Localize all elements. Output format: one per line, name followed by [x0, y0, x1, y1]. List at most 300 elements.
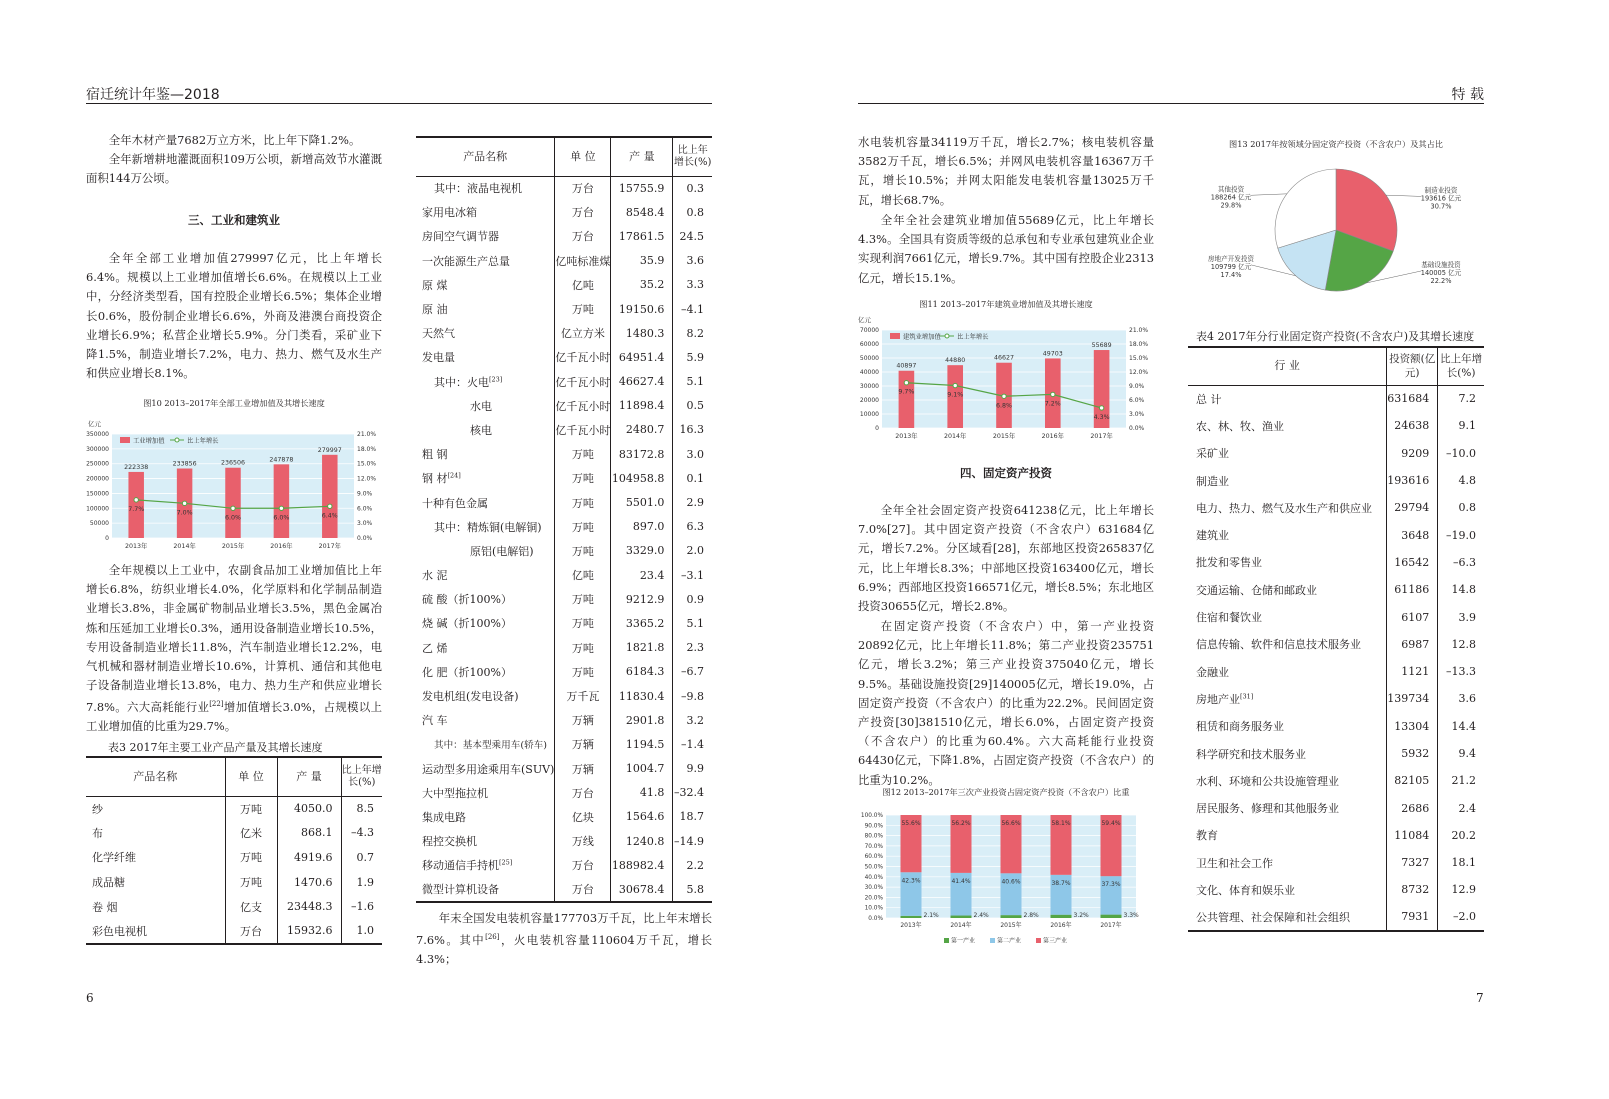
- product-output: 104958.8: [611, 466, 673, 490]
- y-tick-label: 100.0%: [860, 813, 883, 819]
- industry-name: 住宿和餐饮业: [1196, 611, 1262, 625]
- product-unit: 万台: [555, 200, 611, 224]
- col-growth-t4: 比上年增长(%): [1438, 347, 1484, 385]
- growth-label: 9.7%: [898, 388, 915, 396]
- product-unit: 亿块: [555, 805, 611, 829]
- y-tick-label: 70000: [859, 327, 879, 334]
- y-tick-label: 150000: [86, 490, 109, 498]
- product-growth: 9.9: [673, 757, 712, 781]
- pie-label-name: 制造业投资: [1424, 186, 1458, 195]
- product-name: 发电量: [422, 351, 455, 365]
- industry-amount: 7931: [1387, 904, 1438, 931]
- product-growth: 8.2: [673, 321, 712, 345]
- product-growth: 24.5: [673, 224, 712, 248]
- product-name: 微型计算机设备: [422, 883, 499, 897]
- product-unit: 万吨: [555, 539, 611, 563]
- bar-value-label: 233856: [172, 460, 197, 468]
- table-row: [416, 249, 712, 273]
- product-unit: 万辆: [555, 708, 611, 732]
- product-unit: 万辆: [555, 732, 611, 756]
- product-name: 十种有色金属: [422, 496, 488, 510]
- product-unit: 万吨: [555, 297, 611, 321]
- industry-amount: 139734: [1387, 685, 1438, 712]
- industry-name: 金融业: [1196, 665, 1229, 679]
- table-row: [416, 297, 712, 321]
- table-row: [416, 418, 712, 442]
- industry-name: 采矿业: [1196, 447, 1229, 461]
- table-row: [416, 466, 712, 490]
- product-name: 乙 烯: [422, 641, 448, 655]
- table-row: [416, 660, 712, 684]
- x-tick-label: 2017年: [1090, 433, 1113, 440]
- x-tick-label: 2016年: [1050, 922, 1072, 929]
- product-output: 23448.3: [277, 894, 341, 919]
- growth-point: [953, 383, 957, 387]
- table-row: [416, 539, 712, 563]
- industry-name: 批发和零售业: [1196, 556, 1262, 570]
- segment-label: 2.8%: [1023, 912, 1039, 919]
- industry-amount: 1121: [1387, 658, 1438, 685]
- segment-label: 3.3%: [1123, 912, 1139, 919]
- product-growth: 2.2: [673, 853, 712, 877]
- y2-tick-label: 12.0%: [357, 475, 377, 483]
- product-name: 水 泥: [422, 569, 448, 583]
- table-row: [416, 732, 712, 756]
- y2-tick-label: 6.0%: [1129, 397, 1145, 404]
- table-row: [86, 845, 382, 870]
- y2-tick-label: 18.0%: [1129, 341, 1149, 348]
- stacked-bar-segment: [901, 916, 922, 918]
- product-unit: 万台: [555, 224, 611, 248]
- y-tick-label: 0: [875, 425, 879, 432]
- product-name: 运动型多用途乘用车(SUV): [422, 762, 555, 776]
- table-row: [416, 200, 712, 224]
- fig13-title: 图13 2017年按领域分固定资产投资（不含农户）及其占比: [1229, 139, 1443, 149]
- product-unit: 万吨: [555, 611, 611, 635]
- bar: [899, 371, 915, 428]
- y2-tick-label: 18.0%: [357, 445, 377, 453]
- capacity-continued: [858, 133, 1154, 210]
- industry-name: 租赁和商务服务业: [1196, 720, 1284, 734]
- product-growth: 3.6: [673, 249, 712, 273]
- product-unit: 万吨: [555, 636, 611, 660]
- table-row: [86, 919, 382, 944]
- table-row: [416, 321, 712, 345]
- table-row: [1188, 603, 1484, 630]
- product-growth: –1.6: [341, 894, 382, 919]
- y-tick-label: 70.0%: [864, 843, 883, 850]
- table3-part1: [86, 756, 382, 945]
- section-4-title: 四、固定资产投资: [960, 466, 1052, 480]
- x-tick-label: 2014年: [944, 433, 967, 440]
- y-tick-label: 100000: [86, 505, 109, 513]
- table-row: [416, 563, 712, 587]
- y-tick-label: 0.0%: [868, 916, 883, 922]
- pie-label-value: 188264 亿元: [1210, 193, 1252, 202]
- product-output: 4919.6: [277, 845, 341, 870]
- table-row: [416, 345, 712, 369]
- product-name: 原 煤: [422, 278, 448, 292]
- product-unit: 万吨: [225, 796, 277, 821]
- x-tick-label: 2013年: [125, 543, 148, 550]
- industry-growth: 20.2: [1438, 822, 1484, 849]
- legend-label: 第二产业: [997, 937, 1022, 945]
- table-row: [1188, 876, 1484, 903]
- segment-label: 41.4%: [951, 877, 971, 885]
- product-output: 35.2: [611, 273, 673, 297]
- product-output: 2480.7: [611, 418, 673, 442]
- product-unit: 亿支: [225, 894, 277, 919]
- industry-amount: 3648: [1387, 521, 1438, 548]
- capacity-paragraph: [416, 909, 712, 969]
- y-tick-label: 250000: [86, 460, 109, 468]
- product-growth: 5.1: [673, 370, 712, 394]
- x-tick-label: 2014年: [950, 922, 972, 929]
- product-unit: 万台: [555, 176, 611, 200]
- x-tick-label: 2017年: [1100, 922, 1122, 929]
- table-row: [416, 587, 712, 611]
- y-tick-label: 50000: [859, 355, 879, 362]
- growth-label: 6.8%: [996, 402, 1012, 410]
- industry-growth: 12.8: [1438, 631, 1484, 658]
- bar-value-label: 49703: [1042, 350, 1063, 358]
- industry-amount: 8732: [1387, 876, 1438, 903]
- product-unit: 亿千瓦小时: [555, 370, 611, 394]
- table-row: [1188, 549, 1484, 576]
- product-output: 4050.0: [277, 796, 341, 821]
- industry-growth: 7.2: [1438, 385, 1484, 412]
- product-growth: 6.3: [673, 515, 712, 539]
- x-tick-label: 2016年: [270, 543, 293, 550]
- industry-amount: 5932: [1387, 740, 1438, 767]
- col-unit-2: 单 位: [555, 137, 611, 176]
- product-name: 其中：精炼铜(电解铜): [434, 520, 542, 534]
- running-head-left: 宿迁统计年鉴—2018: [86, 87, 220, 103]
- industry-amount: 193616: [1387, 467, 1438, 494]
- pie-leader: [1251, 194, 1287, 195]
- industry-name: 房地产业[31]: [1196, 692, 1254, 706]
- industry-growth: 4.8: [1438, 467, 1484, 494]
- product-growth: –1.4: [673, 732, 712, 756]
- investment-paragraph-2: [858, 617, 1154, 790]
- product-growth: –9.8: [673, 684, 712, 708]
- product-output: 188982.4: [611, 853, 673, 877]
- product-growth: 18.7: [673, 805, 712, 829]
- product-name: 钢 材[24]: [422, 471, 461, 486]
- table4: [1188, 346, 1484, 932]
- legend-marker: [175, 438, 179, 442]
- growth-label: 4.3%: [1093, 413, 1110, 421]
- legend-swatch: [1036, 938, 1041, 943]
- segment-label: 56.6%: [1001, 820, 1021, 827]
- industry-name: 公共管理、社会保障和社会组织: [1196, 910, 1350, 924]
- product-name: 其中：基本型乘用车(轿车): [434, 740, 548, 752]
- industry-detail-text: 全年规模以上工业中，农副食品加工业增加值比上年增长6.8%，纺织业增长4.0%，化学原料和化学制品制造业增长3.8%，非金属矿物制品业增长3.5%，黑色金属冶炼和压延加工业增长0.3%，通用设备制造业增长10.5%，专用设备制造业增长11.8%，汽车制造业增长12.2%，电气机械和器材制造业增长10.6%，计算机、通信和其他电子设备制造业增长13.8%，电力、热力生产和供应业增长7.8%。六大高耗能行业[22]增加值增长3.0%，占规模以上工业增加值的比重为29.7%。: [86, 563, 382, 734]
- growth-label: 6.0%: [273, 514, 290, 522]
- industry-growth: 12.9: [1438, 876, 1484, 903]
- product-growth: 5.8: [673, 877, 712, 901]
- product-output: 8548.4: [611, 200, 673, 224]
- table-row: [416, 490, 712, 514]
- product-name: 化学纤维: [92, 851, 136, 865]
- product-output: 83172.8: [611, 442, 673, 466]
- product-growth: 0.8: [673, 200, 712, 224]
- product-name: 纱: [92, 802, 103, 816]
- product-growth: 2.9: [673, 490, 712, 514]
- growth-label: 7.7%: [128, 505, 145, 513]
- pie-label-pct: 22.2%: [1430, 277, 1452, 286]
- pie-label-pct: 30.7%: [1430, 202, 1452, 211]
- legend-label-line: 比上年增长: [187, 437, 219, 445]
- product-unit: 万台: [555, 877, 611, 901]
- product-name: 程控交换机: [422, 835, 477, 849]
- pie-label-name: 基础设施投资: [1421, 261, 1461, 270]
- industry-amount: 2686: [1387, 794, 1438, 821]
- product-output: 15755.9: [611, 176, 673, 200]
- y2-tick-label: 21.0%: [1129, 327, 1149, 334]
- table-row: [86, 821, 382, 846]
- industry-amount: 24638: [1387, 412, 1438, 439]
- fig12-chart: [856, 805, 1156, 951]
- page-number-left: 6: [86, 991, 94, 1005]
- product-output: 35.9: [611, 249, 673, 273]
- product-output: 1004.7: [611, 757, 673, 781]
- legend-label: 第一产业: [951, 937, 976, 945]
- product-output: 41.8: [611, 781, 673, 805]
- product-growth: 1.9: [341, 870, 382, 895]
- segment-label: 2.1%: [923, 912, 939, 919]
- investment-paragraph-1: [858, 501, 1154, 616]
- industry-growth: 9.4: [1438, 740, 1484, 767]
- table3-title: 表3 2017年主要工业产品产量及其增长速度: [108, 741, 323, 754]
- industry-detail-paragraph: [86, 561, 382, 737]
- product-unit: 万吨: [555, 515, 611, 539]
- segment-label: 37.3%: [1101, 881, 1121, 889]
- bar: [322, 455, 337, 538]
- industry-growth: 3.9: [1438, 603, 1484, 630]
- industry-name: 科学研究和技术服务业: [1196, 747, 1306, 761]
- growth-point: [279, 506, 283, 510]
- col-amount: 投资额(亿元): [1387, 347, 1438, 385]
- industry-name: 居民服务、修理和其他服务业: [1196, 802, 1339, 816]
- y2-tick-label: 9.0%: [357, 490, 373, 498]
- x-tick-label: 2014年: [173, 543, 196, 550]
- pie-label-name: 房地产开发投资: [1207, 254, 1255, 263]
- segment-label: 42.3%: [901, 877, 921, 885]
- industry-amount: 16542: [1387, 549, 1438, 576]
- product-output: 46627.4: [611, 370, 673, 394]
- product-output: 15932.6: [277, 919, 341, 944]
- table-row: [416, 757, 712, 781]
- industry-name: 制造业: [1196, 474, 1229, 488]
- stacked-bar-segment: [1101, 915, 1122, 918]
- table3-part2: [416, 136, 712, 903]
- product-unit: 万吨: [555, 660, 611, 684]
- growth-label: 6.0%: [225, 514, 241, 522]
- industry-amount: 7327: [1387, 849, 1438, 876]
- pie-label-value: 193616 亿元: [1420, 194, 1462, 203]
- industry-growth: –2.0: [1438, 904, 1484, 931]
- page-number-right: 7: [1476, 991, 1484, 1005]
- product-output: 1470.6: [277, 870, 341, 895]
- product-unit: 亿立方米: [555, 321, 611, 345]
- table-row: [1188, 685, 1484, 712]
- y-tick-label: 30000: [859, 383, 879, 390]
- table-row: [416, 515, 712, 539]
- industry-amount: 61186: [1387, 576, 1438, 603]
- pie-label-value: 109799 亿元: [1210, 262, 1252, 271]
- product-growth: 3.0: [673, 442, 712, 466]
- y-tick-label: 60.0%: [864, 854, 883, 861]
- investment-text-1: 全年全社会固定资产投资641238亿元，比上年增长7.0%[27]。其中固定资产投资（不含农户）631684亿元，增长7.2%。分区域看[28]，东部地区投资265837亿元，比上年增长8.3%；中部地区投资163400亿元，增长6.9%；西部地区投资166571亿元，增长8.5%；东北地区投资30655亿元，增长2.8%。: [858, 503, 1154, 614]
- y-tick-label: 40.0%: [864, 874, 883, 881]
- product-unit: 亿吨: [555, 273, 611, 297]
- product-name: 核电: [470, 423, 492, 437]
- growth-label: 7.0%: [176, 509, 193, 517]
- table-row: [1188, 576, 1484, 603]
- industry-name: 文化、体育和娱乐业: [1196, 883, 1295, 897]
- product-growth: 16.3: [673, 418, 712, 442]
- bar-value-label: 55689: [1091, 342, 1112, 350]
- table-row: [1188, 822, 1484, 849]
- product-output: 11830.4: [611, 684, 673, 708]
- product-output: 1480.3: [611, 321, 673, 345]
- growth-point: [1099, 406, 1103, 410]
- table4-title: 表4 2017年分行业固定资产投资(不含农户)及其增长速度: [1196, 330, 1475, 343]
- table-row: [416, 394, 712, 418]
- product-unit: 万吨: [555, 490, 611, 514]
- industry-growth: 3.6: [1438, 685, 1484, 712]
- product-name: 发电机组(发电设备): [422, 690, 519, 704]
- x-tick-label: 2013年: [895, 433, 918, 440]
- product-name: 集成电路: [422, 810, 466, 824]
- stacked-bar-segment: [1001, 915, 1022, 918]
- table-row: [1188, 494, 1484, 521]
- col-output: 产 量: [277, 757, 341, 796]
- industry-amount: 29794: [1387, 494, 1438, 521]
- construction-paragraph: [858, 211, 1154, 288]
- table-row: [416, 853, 712, 877]
- y-axis-title: 亿元: [88, 420, 101, 428]
- industry-name: 水利、环境和公共设施管理业: [1196, 774, 1339, 788]
- product-name: 布: [92, 826, 103, 840]
- bar-value-label: 44880: [945, 357, 966, 365]
- x-tick-label: 2015年: [221, 543, 245, 550]
- pie-label-name: 其他投资: [1217, 185, 1245, 194]
- col-product: 产品名称: [133, 769, 178, 783]
- y-tick-label: 80.0%: [864, 833, 883, 840]
- segment-label: 3.2%: [1073, 912, 1089, 919]
- legend-label-bars: 工业增加值: [133, 437, 165, 445]
- intro-line-2: 全年新增耕地灌溉面积109万公顷，新增高效节水灌溉面积144万公顷。: [86, 152, 382, 186]
- y2-tick-label: 0.0%: [357, 535, 373, 542]
- y-tick-label: 30.0%: [864, 885, 883, 892]
- industry-growth: –19.0: [1438, 521, 1484, 548]
- growth-label: 7.2%: [1044, 400, 1061, 408]
- product-growth: 2.0: [673, 539, 712, 563]
- segment-label: 55.6%: [901, 820, 921, 827]
- industry-growth: –6.3: [1438, 549, 1484, 576]
- product-output: 897.0: [611, 515, 673, 539]
- y2-tick-label: 15.0%: [1129, 355, 1149, 362]
- industry-growth: –13.3: [1438, 658, 1484, 685]
- stacked-bar-segment: [1051, 915, 1072, 918]
- product-name: 水电: [470, 399, 492, 413]
- industry-name: 信息传输、软件和信息技术服务业: [1196, 638, 1361, 652]
- segment-label: 58.1%: [1051, 820, 1071, 827]
- bar-value-label: 222338: [124, 463, 149, 471]
- industry-text: 全年全部工业增加值279997亿元，比上年增长6.4%。规模以上工业增加值增长6.6%。在规模以上工业中，分经济类型看，国有控股企业增长6.5%；集体企业增长0.6%，股份制企业增长6.6%，外商及港澳台商投资企业增长6.9%；私营企业增长5.9%。分门类看，采矿业下降1.5%，制造业增长7.2%，电力、热力、燃气及水生产和供应业增长8.1%。: [86, 251, 382, 381]
- industry-growth: 2.4: [1438, 794, 1484, 821]
- table-row: [1188, 767, 1484, 794]
- running-head-right: 特 载: [1451, 87, 1484, 103]
- product-unit: 亿吨: [555, 563, 611, 587]
- table-row: [416, 273, 712, 297]
- segment-label: 59.4%: [1101, 820, 1121, 827]
- industry-growth: 14.8: [1438, 576, 1484, 603]
- industry-growth: 18.1: [1438, 849, 1484, 876]
- product-growth: –4.1: [673, 297, 712, 321]
- segment-label: 38.7%: [1051, 879, 1071, 887]
- table-row: [416, 708, 712, 732]
- industry-name: 教育: [1196, 829, 1218, 843]
- growth-point: [1002, 394, 1006, 398]
- product-output: 3365.2: [611, 611, 673, 635]
- product-name: 烧 碱（折100%）: [422, 617, 512, 631]
- product-growth: –4.3: [341, 821, 382, 846]
- product-name: 其中：液晶电视机: [434, 182, 522, 196]
- product-output: 1564.6: [611, 805, 673, 829]
- col-industry: 行 业: [1274, 359, 1300, 373]
- product-growth: 0.7: [341, 845, 382, 870]
- y-tick-label: 0: [105, 535, 109, 542]
- table-row: [416, 370, 712, 394]
- product-unit: 万台: [555, 853, 611, 877]
- product-growth: –6.7: [673, 660, 712, 684]
- product-unit: 万吨: [225, 845, 277, 870]
- product-output: 1194.5: [611, 732, 673, 756]
- y2-tick-label: 21.0%: [357, 431, 377, 438]
- segment-label: 40.6%: [1001, 878, 1021, 886]
- bar: [225, 468, 240, 538]
- growth-label: 6.4%: [321, 512, 338, 520]
- fig10-title: 图10 2013–2017年全部工业增加值及其增长速度: [143, 398, 325, 408]
- table-row: [416, 781, 712, 805]
- product-unit: 万吨: [225, 870, 277, 895]
- fig12-title: 图12 2013–2017年三次产业投资占固定资产投资（不含农户）比重: [882, 787, 1130, 797]
- industry-amount: 631684: [1387, 385, 1438, 412]
- segment-label: 2.4%: [973, 912, 989, 919]
- industry-amount: 6987: [1387, 631, 1438, 658]
- product-unit: 亿千瓦小时: [555, 345, 611, 369]
- product-name: 房间空气调节器: [422, 230, 499, 244]
- y-tick-label: 40000: [859, 369, 879, 376]
- table-row: [86, 894, 382, 919]
- product-name: 一次能源生产总量: [422, 254, 510, 268]
- table-row: [1188, 713, 1484, 740]
- product-name: 硫 酸（折100%）: [422, 593, 512, 607]
- intro-line-1: 全年木材产量7682万立方米，比上年下降1.2%。: [108, 133, 361, 147]
- industry-name: 总 计: [1196, 392, 1222, 406]
- growth-point: [1051, 392, 1055, 396]
- product-output: 2901.8: [611, 708, 673, 732]
- investment-text-2: 在固定资产投资（不含农户）中，第一产业投资20892亿元，比上年增长11.8%；第二产业投资235751亿元，增长3.2%；第三产业投资375040亿元，增长9.5%。基础设施投资[29]140005亿元，增长19.0%，占固定资产投资（不含农户）的比重为22.2%。民间固定资产投资[30]381510亿元，增长6.0%，占固定资产投资（不含农户）的比重为60.4%。六大高耗能行业投资64430亿元，下降1.8%，占固定资产投资（不含农户）的比重为10.2%。: [858, 619, 1154, 787]
- table-row: [1188, 849, 1484, 876]
- y-axis-title: 亿元: [858, 316, 871, 324]
- y2-tick-label: 9.0%: [1129, 383, 1145, 390]
- fig13-chart: [1188, 156, 1484, 302]
- bar: [274, 464, 289, 538]
